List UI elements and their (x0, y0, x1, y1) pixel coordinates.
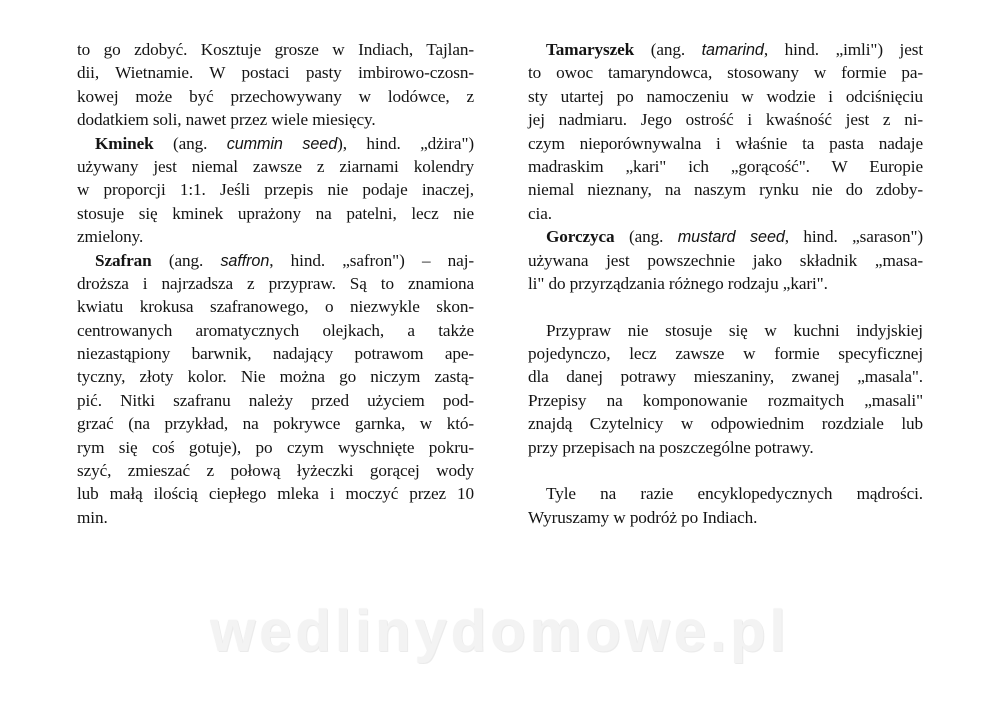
paragraph-tyle (528, 482, 923, 529)
text-line: pić. Nitki szafranu należy przed użyciem pod- (77, 390, 474, 410)
text-fragment: , hind. „sarason") (784, 227, 924, 247)
text-fragment: (ang. (153, 133, 227, 153)
english-name: saffron (220, 251, 270, 270)
watermark-text: wedlinydomowe.pl (210, 599, 790, 664)
text-line: dodatkiem soli, nawet przez wiele miesięcy. (77, 110, 376, 130)
text-line: grzać (na przykład, na pokrywce garnka, w któ- (77, 414, 474, 434)
text-fragment: (ang. (151, 250, 221, 270)
text-line: jej nadmiaru. Jego ostrość i kwaśność jest z ni- (528, 110, 923, 130)
entry-term: Tamaryszek (546, 40, 635, 59)
text-line: znajdą Czytelnicy w odpowiednim rozdziale lub (528, 414, 923, 434)
text-line: używany jest niemal zawsze z ziarnami kolendry (77, 156, 474, 176)
text-line: to owoc tamaryndowca, stosowany w formie pa- (528, 63, 923, 83)
text-line: li" do przyrządzania różnego rodzaju „kari". (528, 273, 828, 293)
text-line: madraskim „kari" ich „gorącość". W Europie (528, 156, 923, 176)
right-column (528, 38, 923, 529)
entry-first-line (77, 249, 474, 272)
text-line: tyczny, złoty kolor. Nie można go niczym zastą- (77, 367, 474, 387)
text-line: sty utartej po namoczeniu w wodzie i odciśnięciu (528, 86, 923, 106)
text-line: przy przepisach na poszczególne potrawy. (528, 437, 814, 457)
text-line: Tyle na razie encyklopedycznych mądrości. (546, 484, 923, 504)
paragraph-tamaryszek (528, 38, 923, 225)
entry-first-line (528, 225, 923, 248)
text-line: zmielony. (77, 227, 144, 247)
entry-first-line (528, 38, 923, 61)
paragraph-gorczyca (528, 225, 923, 295)
paragraph-kminek (77, 132, 474, 249)
text-line: dii, Wietnamie. W postaci pasty imbirowo-czosn- (77, 63, 474, 83)
text-line: Wyruszamy w podróż po Indiach. (528, 507, 758, 527)
text-line: dla danej potrawy mieszaniny, zwanej „masala". (528, 367, 923, 387)
text-line: niezastąpiony barwnik, nadający potrawom ape- (77, 344, 474, 364)
text-line: Przypraw nie stosuje się w kuchni indyjskiej (546, 320, 923, 340)
text-line: cia. (528, 203, 552, 223)
left-column (77, 38, 474, 529)
paragraph-przyprawy (528, 319, 923, 459)
text-line: pojedynczo, lecz zawsze w formie specyficznej (528, 344, 923, 364)
text-line: kwiatu krokusa szafranowego, o niezwykle skon- (77, 297, 474, 317)
paragraph-spacer (528, 459, 923, 482)
text-line: droższa i najrzadsza z przypraw. Są to znamiona (77, 273, 474, 293)
text-line: centrowanych aromatycznych olejkach, a także (77, 320, 474, 340)
text-fragment: , hind. „imli") jest (763, 40, 923, 59)
paragraph-imbir-continued (77, 38, 474, 132)
text-line: niemal nieznany, na naszym rynku nie do zdoby- (528, 180, 923, 200)
english-name: tamarind (701, 41, 764, 59)
paragraph-szafran (77, 249, 474, 530)
entry-term: Kminek (95, 133, 154, 153)
text-line: kowej może być przechowywany w lodówce, z (77, 86, 474, 106)
text-fragment: ), hind. „dżira") (337, 133, 474, 153)
entry-term: Szafran (95, 250, 152, 270)
text-line: lub małą ilością ciepłego mleka i moczyć przez 10 (77, 484, 474, 504)
english-name: cummin seed (226, 134, 338, 153)
text-fragment: (ang. (634, 40, 702, 59)
entry-term: Gorczyca (546, 227, 615, 247)
english-name: mustard seed (677, 228, 785, 247)
paragraph-spacer (528, 295, 923, 318)
text-line: min. (77, 507, 108, 527)
text-line: szyć, zmieszać z połową łyżeczki gorącej wody (77, 461, 474, 481)
text-fragment: (ang. (614, 227, 678, 247)
entry-first-line (77, 132, 474, 155)
text-line: rym się coś gotuje), po czym wyschnięte pokru- (77, 437, 474, 457)
text-line: Przepisy na komponowanie rozmaitych „masali" (528, 390, 923, 410)
text-line: to go zdobyć. Kosztuje grosze w Indiach, Tajlan- (77, 40, 474, 59)
text-line: stosuje się kminek uprażony na patelni, lecz nie (77, 203, 474, 223)
text-line: w proporcji 1:1. Jeśli przepis nie podaje inaczej, (77, 180, 474, 200)
text-line: używana jest powszechnie jako składnik „masa- (528, 250, 923, 270)
text-line: czym nieporównywalna i właśnie ta pasta nadaje (528, 133, 923, 153)
text-fragment: , hind. „safron") – naj- (269, 250, 475, 270)
